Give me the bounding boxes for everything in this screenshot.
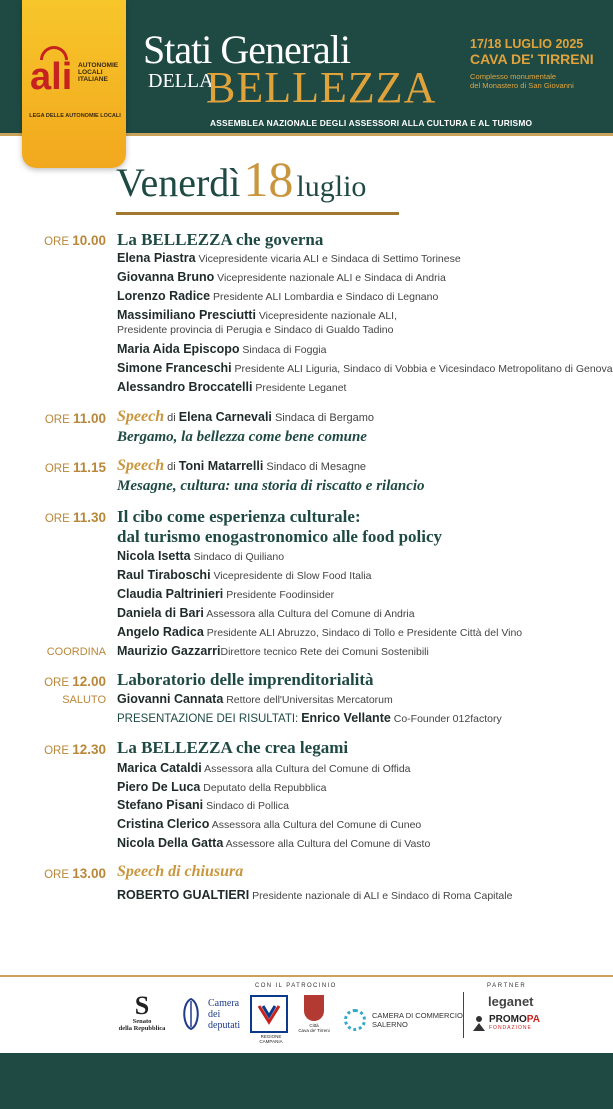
session-time: ORE 13.00: [44, 866, 106, 881]
regione-campania-logo: REGIONE CAMPANIA: [250, 995, 292, 1044]
speaker-item: Giovanna Bruno Vicepresidente nazionale ALI e Sindaca di Andria: [117, 270, 446, 284]
event-venue: [470, 72, 610, 90]
speaker-item: Simone Franceschi Presidente ALI Liguria, Sindaco di Vobbia e Vicesindaco Metropolitano di Genova: [117, 361, 613, 375]
session-title: Laboratorio delle imprenditorialità: [117, 670, 374, 689]
speaker-item: Massimiliano Presciutti Vicepresidente nazionale ALI,: [117, 308, 398, 322]
speaker-item: Alessandro Broccatelli Presidente Leganet: [117, 380, 347, 394]
comune-shield-icon: [304, 995, 324, 1021]
session-title: La BELLEZZA che governa: [117, 230, 324, 249]
session-time: ORE 11.00: [44, 411, 106, 426]
venue-line-1: Complesso monumentale: [470, 72, 557, 81]
speaker-item: ROBERTO GUALTIERI Presidente nazionale di ALI e Sindaco di Roma Capitale: [117, 888, 513, 902]
ali-logo: [22, 0, 126, 168]
ali-logo-subtitle: AUTONOMIE LOCALI ITALIANE: [78, 62, 119, 83]
session-title: La BELLEZZA che crea legami: [117, 738, 349, 757]
speaker-item: Marica Cataldi Assessora alla Cultura del Comune di Offida: [117, 761, 411, 775]
speech-title: Mesagne, cultura: una storia di riscatto e rilancio: [117, 478, 425, 494]
ccia-dots-icon: [344, 1009, 366, 1031]
camera-logo: Camera dei deputati: [178, 997, 248, 1031]
speaker-item: Raul Tiraboschi Vicepresidente di Slow Food Italia: [117, 568, 372, 582]
speaker-item: Nicola Della Gatta Assessore alla Cultura del Comune di Vasto: [117, 836, 431, 850]
speaker-item: Piero De Luca Deputato della Repubblica: [117, 780, 327, 794]
speaker-item: Giovanni Cannata Rettore dell'Universitas Mercatorum: [117, 692, 393, 706]
day-number: 18: [243, 151, 294, 207]
speaker-item: Claudia Paltrinieri Presidente Foodinsider: [117, 587, 335, 601]
session-title-line-2: dal turismo enogastronomico alle food policy: [117, 527, 443, 546]
presentation-item: PRESENTAZIONE DEI RISULTATI: Enrico Vellante Co-Founder 012factory: [117, 711, 502, 725]
speaker-item: Angelo Radica Presidente ALI Abruzzo, Sindaco di Tollo e Presidente Città del Vino: [117, 625, 523, 639]
footer-separator: [463, 992, 464, 1038]
comune-cava-logo: Città Cava de' Tirreni: [296, 995, 332, 1033]
saluto-label: SALUTO: [62, 694, 106, 706]
speaker-item: Nicola Isetta Sindaco di Quiliano: [117, 549, 285, 563]
ali-logo-mark: ali: [30, 56, 73, 98]
session-time: ORE 12.00: [44, 674, 106, 689]
senato-mark-icon: S: [134, 991, 150, 1020]
day-title: [116, 150, 366, 206]
regione-emblem-icon: [255, 1000, 283, 1028]
event-subtitle: ASSEMBLEA NAZIONALE DEGLI ASSESSORI ALLA CULTURA E AL TURISMO: [210, 118, 533, 128]
day-name: Venerdì: [116, 160, 241, 205]
event-title-della: DELLA: [148, 70, 214, 92]
speaker-role-continued: Presidente provincia di Perugia e Sindaco di Gualdo Tadino: [117, 324, 394, 336]
event-dates: 17/18 LUGLIO 2025: [470, 37, 584, 51]
session-title: Il cibo come esperienza culturale:: [117, 507, 361, 526]
speech-line: Speech di Elena Carnevali Sindaca di Bergamo: [117, 408, 375, 425]
speech-title: Bergamo, la bellezza come bene comune: [117, 429, 367, 445]
session-time: ORE 12.30: [44, 742, 106, 757]
speaker-item: Elena Piastra Vicepresidente vicaria ALI e Sindaca di Settimo Torinese: [117, 251, 461, 265]
speaker-item: Daniela di Bari Assessora alla Cultura del Comune di Andria: [117, 606, 415, 620]
event-city: CAVA DE' TIRRENI: [470, 51, 594, 67]
camera-emblem-icon: [178, 997, 204, 1031]
speech-line: Speech di Toni Matarrelli Sindaco di Mesagne: [117, 457, 367, 474]
session-time: ORE 10.00: [44, 233, 106, 248]
camera-commercio-logo: CAMERA DI COMMERCIO SALERNO: [344, 1009, 464, 1031]
footer-divider: [0, 975, 613, 977]
partner-label: PARTNER: [487, 983, 527, 989]
speaker-item: Lorenzo Radice Presidente ALI Lombardia e Sindaco di Legnano: [117, 289, 439, 303]
leganet-logo: leganet: [488, 994, 534, 1009]
speaker-item: Stefano Pisani Sindaco di Pollica: [117, 798, 289, 812]
venue-line-2: del Monastero di San Giovanni: [470, 81, 574, 90]
senato-logo: S Senato della Repubblica: [114, 994, 170, 1032]
speaker-item: Cristina Clerico Assessora alla Cultura del Comune di Cuneo: [117, 817, 422, 831]
patrocinio-label: CON IL PATROCINIO: [255, 983, 337, 989]
day-underline: [116, 212, 399, 215]
speech-line: Speech di chiusura: [117, 863, 244, 880]
session-time: ORE 11.30: [44, 510, 106, 525]
coordina-label: COORDINA: [46, 646, 106, 658]
speaker-item: Maria Aida Episcopo Sindaca di Foggia: [117, 342, 327, 356]
promopa-figure-icon: [472, 1015, 486, 1031]
promopa-logo: PROMOPA FONDAZIONE: [472, 1014, 572, 1031]
ali-logo-footer: LEGA DELLE AUTONOMIE LOCALI: [29, 113, 121, 119]
day-month: luglio: [296, 170, 367, 203]
event-title: Stati Generali: [143, 27, 351, 72]
session-time: ORE 11.15: [44, 460, 106, 475]
event-title-bellezza: BELLEZZA: [206, 63, 437, 112]
moderator-item: Maurizio GazzarriDirettore tecnico Rete dei Comuni Sostenibili: [117, 644, 429, 658]
footer-band: [0, 1053, 613, 1109]
